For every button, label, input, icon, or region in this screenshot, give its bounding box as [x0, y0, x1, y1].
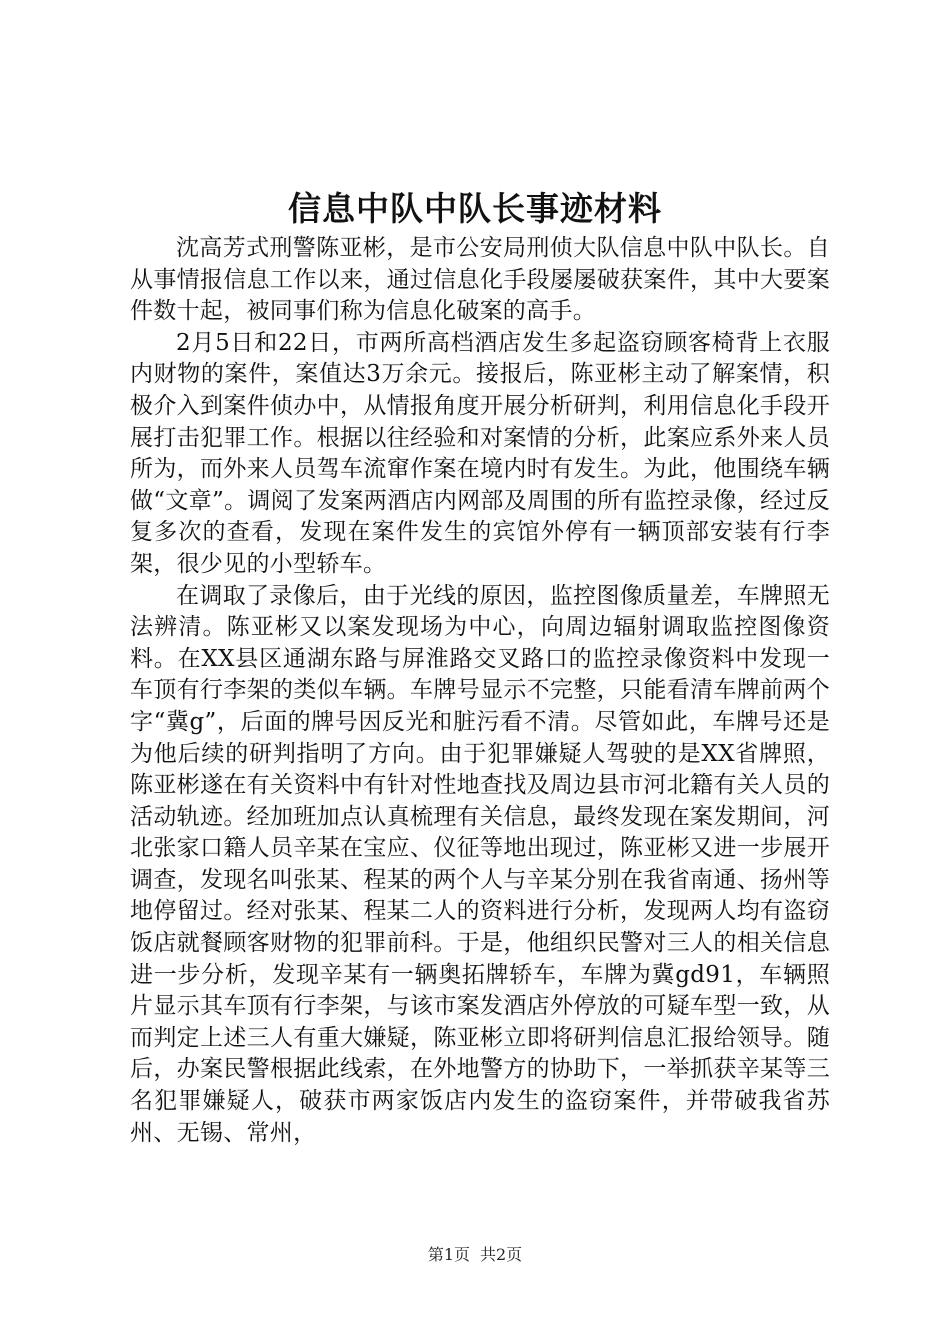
- paragraph: 2月5日和22日，市两所高档酒店发生多起盗窃顾客椅背上衣服内财物的案件，案值达3万余元。接报后，陈亚彬主动了解案情，积极介入到案件侦办中，从情报角度开展分析研判，利用信息化手段开展打击犯罪工作。根据以往经验和对案情的分析，此案应系外来人员所为，而外来人员驾车流窜作案在境内时有发生。为此，他围绕车辆做“文章”。调阅了发案两酒店内网部及周围的所有监控录像，经过反复多次的查看，发现在案件发生的宾馆外停有一辆顶部安装有行李架，很少见的小型轿车。: [130, 329, 830, 577]
- page-footer: [0, 1244, 950, 1266]
- page-number: 第1页: [427, 1245, 470, 1264]
- document-body: [130, 233, 830, 1149]
- paragraph: 在调取了录像后，由于光线的原因，监控图像质量差，车牌照无法辨清。陈亚彬又以案发现场为中心，向周边辐射调取监控图像资料。在XX县区通湖东路与屏淮路交叉路口的监控录像资料中发现一车顶有行李架的类似车辆。车牌号显示不完整，只能看清车牌前两个字“冀g”，后面的牌号因反光和脏污看不清。尽管如此，车牌号还是为他后续的研判指明了方向。由于犯罪嫌疑人驾驶的是XX省牌照，陈亚彬遂在有关资料中有针对性地查找及周边县市河北籍有关人员的活动轨迹。经加班加点认真梳理有关信息，最终发现在案发期间，河北张家口籍人员辛某在宝应、仪征等地出现过，陈亚彬又进一步展开调查，发现名叫张某、程某的两个人与辛某分别在我省南通、扬州等地停留过。经对张某、程某二人的资料进行分析，发现两人均有盗窃饭店就餐顾客财物的犯罪前科。于是，他组织民警对三人的相关信息进一步分析，发现辛某有一辆奥拓牌轿车，车牌为冀gd91，车辆照片显示其车顶有行李架，与该市案发酒店外停放的可疑车型一致，从而判定上述三人有重大嫌疑，陈亚彬立即将研判信息汇报给领导。随后，办案民警根据此线索，在外地警方的协助下，一举抓获辛某等三名犯罪嫌疑人，破获市两家饭店内发生的盗窃案件，并带破我省苏州、无锡、常州，: [130, 582, 830, 1146]
- page-total: 共2页: [480, 1245, 523, 1264]
- paragraph: 沈高芳式刑警陈亚彬，是市公安局刑侦大队信息中队中队长。自从事情报信息工作以来，通过信息化手段屡屡破获案件，其中大要案件数十起，被同事们称为信息化破案的高手。: [130, 235, 830, 325]
- document-title: 信息中队中队长事迹材料: [288, 189, 662, 228]
